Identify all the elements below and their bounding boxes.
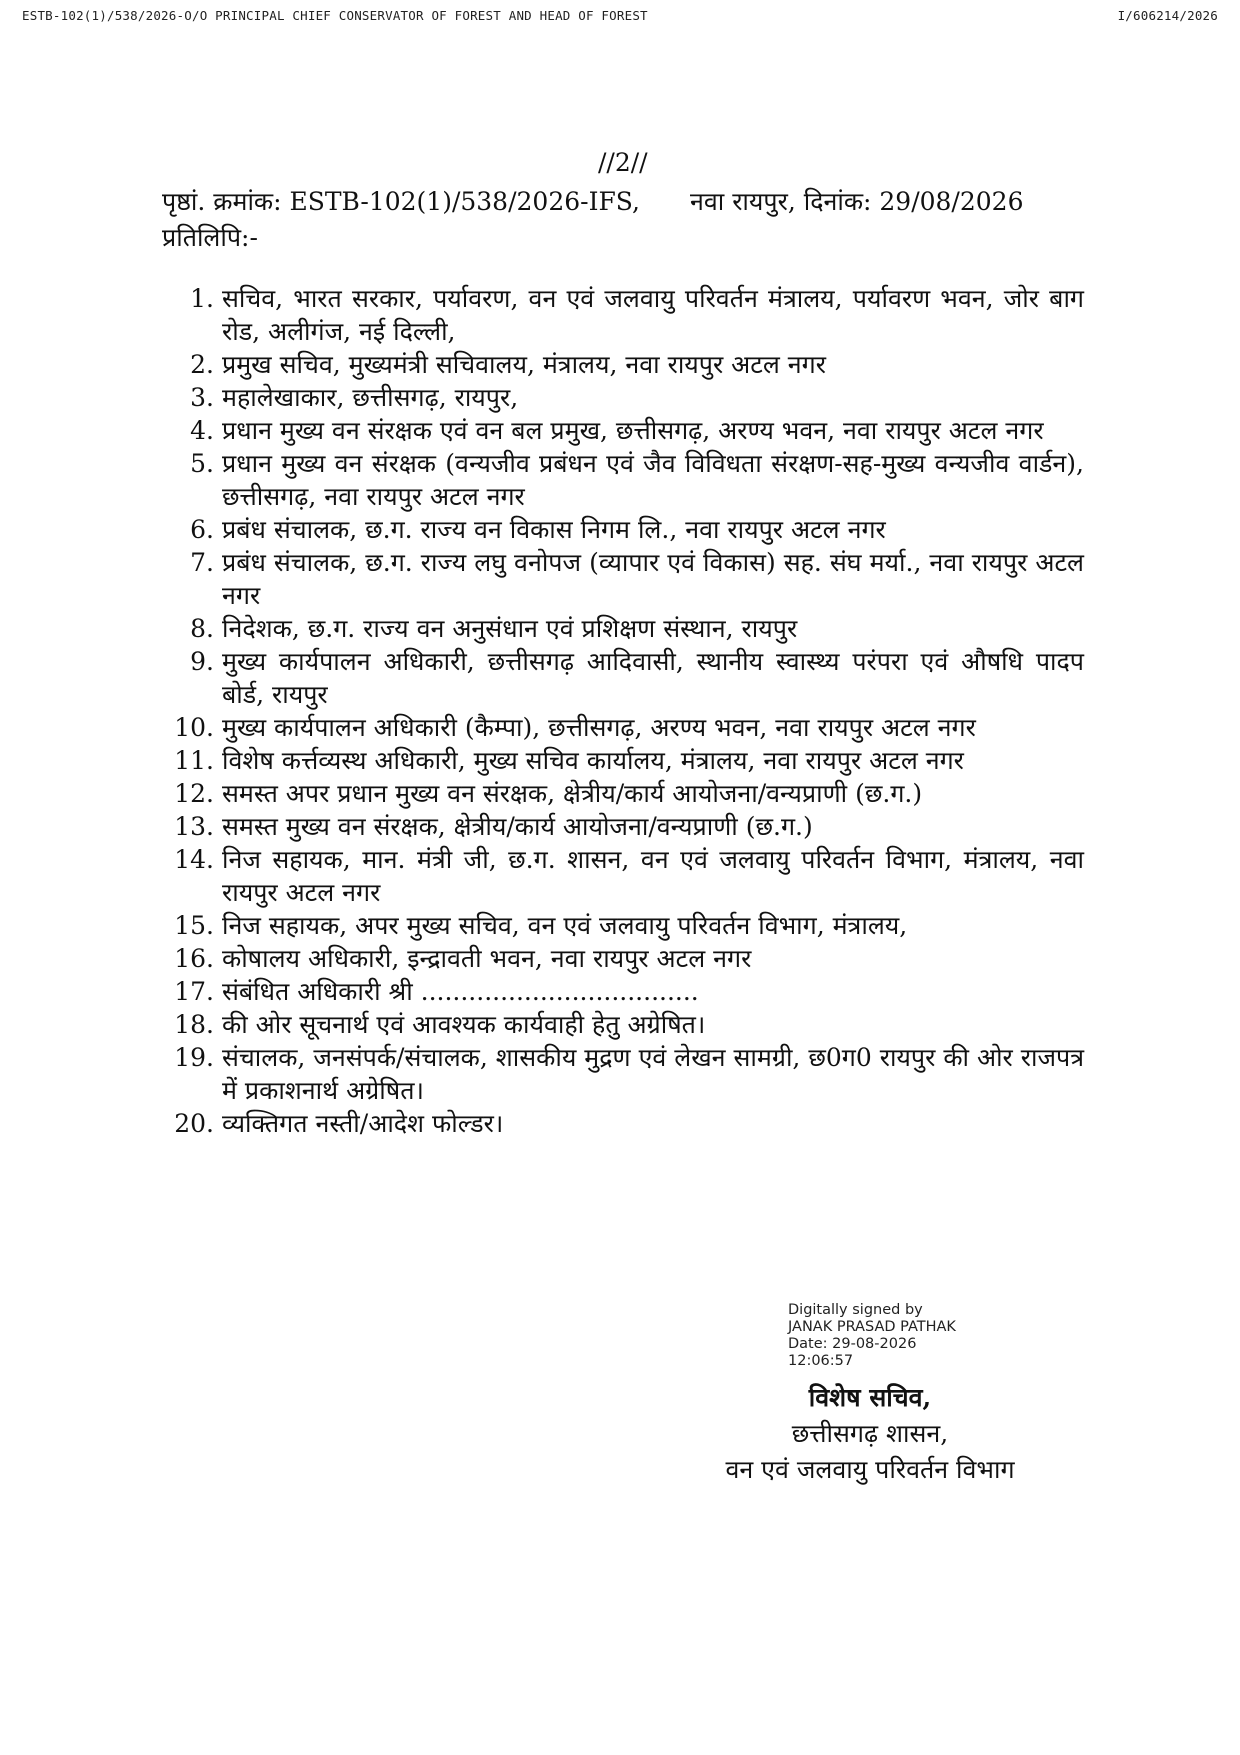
list-item-number: 12. (174, 779, 214, 808)
list-item-text: निज सहायक, मान. मंत्री जी, छ.ग. शासन, वन एवं जलवायु परिवर्तन विभाग, मंत्रालय, नवा रायपुर अटल नगर (222, 845, 1084, 907)
list-item-number: 19. (174, 1043, 214, 1072)
list-item (162, 942, 1084, 975)
place-date: नवा रायपुर, दिनांक: 29/08/2026 (690, 187, 1024, 216)
distribution-list (162, 282, 1084, 1140)
list-item (162, 843, 1084, 909)
list-item-text: मुख्य कार्यपालन अधिकारी, छत्तीसगढ़ आदिवासी, स्थानीय स्वास्थ्य परंपरा एवं औषधि पादप बोर्ड, रायपुर (222, 647, 1084, 709)
list-item-text: निज सहायक, अपर मुख्य सचिव, वन एवं जलवायु परिवर्तन विभाग, मंत्रालय, (222, 911, 908, 940)
list-item (162, 810, 1084, 843)
list-item (162, 546, 1084, 612)
list-item-text: विशेष कर्त्तव्यस्थ अधिकारी, मुख्य सचिव कार्यालय, मंत्रालय, नवा रायपुर अटल नगर (222, 746, 964, 775)
list-item-text: संबंधित अधिकारी श्री ................................... (222, 977, 699, 1006)
list-item-text: प्रबंध संचालक, छ.ग. राज्य वन विकास निगम लि., नवा रायपुर अटल नगर (222, 515, 886, 544)
list-item-number: 16. (174, 944, 214, 973)
list-item-text: सचिव, भारत सरकार, पर्यावरण, वन एवं जलवायु परिवर्तन मंत्रालय, पर्यावरण भवन, जोर बाग रोड, अलीगंज, नई दिल्ली, (222, 284, 1084, 346)
list-item (162, 744, 1084, 777)
page-header (22, 8, 1218, 28)
list-item (162, 1041, 1084, 1107)
signature-line: Digitally signed by (788, 1302, 923, 1318)
designation-government: छत्तीसगढ़ शासन, (791, 1419, 949, 1448)
list-item (162, 381, 1084, 414)
signature-date: Date: 29-08-2026 (788, 1336, 917, 1352)
list-item (162, 1008, 1084, 1041)
list-item-number: 2. (190, 350, 214, 379)
signer-name: JANAK PRASAD PATHAK (788, 1319, 956, 1335)
header-file-reference: ESTB-102(1)/538/2026-O/O PRINCIPAL CHIEF CONSERVATOR OF FOREST AND HEAD OF FOREST (22, 8, 648, 23)
list-item-text: महालेखाकार, छत्तीसगढ़, रायपुर, (222, 383, 519, 412)
list-item-text: निदेशक, छ.ग. राज्य वन अनुसंधान एवं प्रशिक्षण संस्थान, रायपुर (222, 614, 798, 643)
signature-time: 12:06:57 (788, 1353, 854, 1369)
list-item (162, 282, 1084, 348)
reference-number: पृष्ठां. क्रमांक: ESTB-102(1)/538/2026-IFS, (162, 187, 640, 216)
list-item-text: व्यक्तिगत नस्ती/आदेश फोल्डर। (222, 1109, 504, 1138)
list-item-number: 6. (190, 515, 214, 544)
list-item (162, 414, 1084, 447)
list-item-number: 1. (190, 284, 214, 313)
list-item-number: 9. (190, 647, 214, 676)
list-item-number: 18. (174, 1010, 214, 1039)
copy-label: प्रतिलिपि:- (162, 223, 258, 252)
designation-department: वन एवं जलवायु परिवर्तन विभाग (725, 1455, 1015, 1484)
list-item (162, 909, 1084, 942)
list-item-text: की ओर सूचनार्थ एवं आवश्यक कार्यवाही हेतु अग्रेषित। (222, 1010, 706, 1039)
list-item-number: 20. (174, 1109, 214, 1138)
list-item-number: 3. (190, 383, 214, 412)
list-item-number: 7. (190, 548, 214, 577)
page-number: //2// (598, 148, 648, 177)
list-item-number: 11. (174, 746, 214, 775)
list-item-number: 13. (174, 812, 214, 841)
list-item (162, 513, 1084, 546)
list-item-text: कोषालय अधिकारी, इन्द्रावती भवन, नवा रायपुर अटल नगर (222, 944, 752, 973)
list-item-number: 10. (174, 713, 214, 742)
list-item-text: समस्त मुख्य वन संरक्षक, क्षेत्रीय/कार्य आयोजना/वन्यप्राणी (छ.ग.) (222, 812, 813, 841)
reference-line (162, 184, 1062, 220)
list-item-number: 8. (190, 614, 214, 643)
list-item-text: प्रधान मुख्य वन संरक्षक एवं वन बल प्रमुख, छत्तीसगढ़, अरण्य भवन, नवा रायपुर अटल नगर (222, 416, 1044, 445)
list-item-number: 4. (190, 416, 214, 445)
list-item (162, 612, 1084, 645)
list-item (162, 777, 1084, 810)
list-item-text: मुख्य कार्यपालन अधिकारी (कैम्पा), छत्तीसगढ़, अरण्य भवन, नवा रायपुर अटल नगर (222, 713, 976, 742)
list-item-number: 14. (174, 845, 214, 874)
list-item (162, 645, 1084, 711)
list-item (162, 447, 1084, 513)
list-item-text: समस्त अपर प्रधान मुख्य वन संरक्षक, क्षेत्रीय/कार्य आयोजना/वन्यप्राणी (छ.ग.) (222, 779, 923, 808)
designation-title: विशेष सचिव, (808, 1383, 932, 1412)
list-item-text: प्रमुख सचिव, मुख्यमंत्री सचिवालय, मंत्रालय, नवा रायपुर अटल नगर (222, 350, 826, 379)
list-item-text: प्रबंध संचालक, छ.ग. राज्य लघु वनोपज (व्यापार एवं विकास) सह. संघ मर्या., नवा रायपुर अटल नगर (222, 548, 1084, 610)
designation-block (660, 1380, 1080, 1488)
header-receipt-number: I/606214/2026 (1117, 8, 1218, 23)
list-item (162, 975, 1084, 1008)
digital-signature-block (788, 1302, 956, 1370)
list-item-number: 15. (174, 911, 214, 940)
list-item-number: 5. (190, 449, 214, 478)
list-item (162, 711, 1084, 744)
list-item (162, 348, 1084, 381)
list-item-text: संचालक, जनसंपर्क/संचालक, शासकीय मुद्रण एवं लेखन सामग्री, छ0ग0 रायपुर की ओर राजपत्र में प्रकाशनार्थ अग्रेषित। (222, 1043, 1084, 1105)
list-item-text: प्रधान मुख्य वन संरक्षक (वन्यजीव प्रबंधन एवं जैव विविधता संरक्षण-सह-मुख्य वन्यजीव वार्डन), छत्तीसगढ़, नवा रायपुर अटल नगर (222, 449, 1084, 511)
list-item (162, 1107, 1084, 1140)
list-item-number: 17. (174, 977, 214, 1006)
